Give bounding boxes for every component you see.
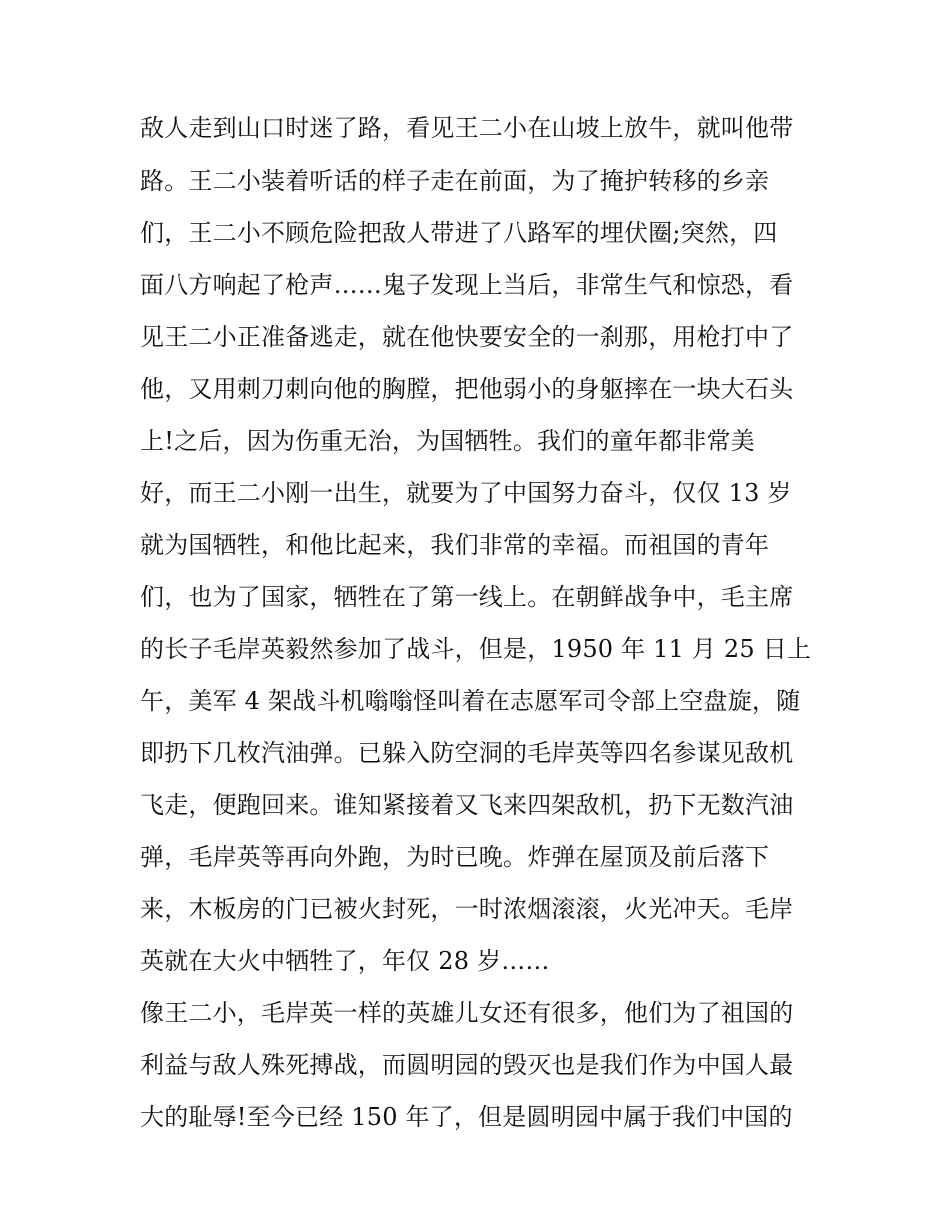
text-line: 即扔下几枚汽油弹。已躲入防空洞的毛岸英等四名参谋见敌机 [140, 739, 794, 767]
text-line: 飞走，便跑回来。谁知紧接着又飞来四架敌机，扔下无数汽油 [140, 791, 794, 819]
text-line: 敌人走到山口时迷了路，看见王二小在山坡上放牛，就叫他带 [140, 114, 794, 142]
text-line: 上!之后，因为伤重无治，为国牺牲。我们的童年都非常美 [140, 427, 755, 455]
text-line: 的长子毛岸英毅然参加了战斗，但是，1950 年 11 月 25 日上 [140, 635, 812, 663]
text-line: 大的耻辱!至今已经 150 年了，但是圆明园中属于我们中国的 [140, 1103, 793, 1131]
text-line: 午，美军 4 架战斗机嗡嗡怪叫着在志愿军司令部上空盘旋，随 [140, 687, 801, 715]
text-line: 弹，毛岸英等再向外跑，为时已晚。炸弹在屋顶及前后落下 [140, 843, 770, 871]
text-line: 好，而王二小刚一出生，就要为了中国努力奋斗，仅仅 13 岁 [140, 479, 792, 507]
text-line: 英就在大火中牺牲了，年仅 28 岁…… [140, 947, 550, 975]
text-line: 们，也为了国家，牺牲在了第一线上。在朝鲜战争中，毛主席 [140, 583, 794, 611]
text-line: 面八方响起了枪声……鬼子发现上当后，非常生气和惊恐，看 [140, 271, 794, 299]
text-line: 们，王二小不顾危险把敌人带进了八路军的埋伏圈;突然，四 [140, 219, 778, 247]
text-line: 他，又用刺刀刺向他的胸膛，把他弱小的身躯摔在一块大石头 [140, 375, 794, 403]
text-line: 利益与敌人殊死搏战，而圆明园的毁灭也是我们作为中国人最 [140, 1051, 794, 1079]
text-line: 像王二小，毛岸英一样的英雄儿女还有很多，他们为了祖国的 [140, 999, 794, 1027]
text-line: 就为国牺牲，和他比起来，我们非常的幸福。而祖国的青年 [140, 531, 770, 559]
text-line: 路。王二小装着听话的样子走在前面，为了掩护转移的乡亲 [140, 167, 770, 195]
text-line: 见王二小正准备逃走，就在他快要安全的一刹那，用枪打中了 [140, 323, 794, 351]
text-line: 来，木板房的门已被火封死，一时浓烟滚滚，火光冲天。毛岸 [140, 895, 794, 923]
